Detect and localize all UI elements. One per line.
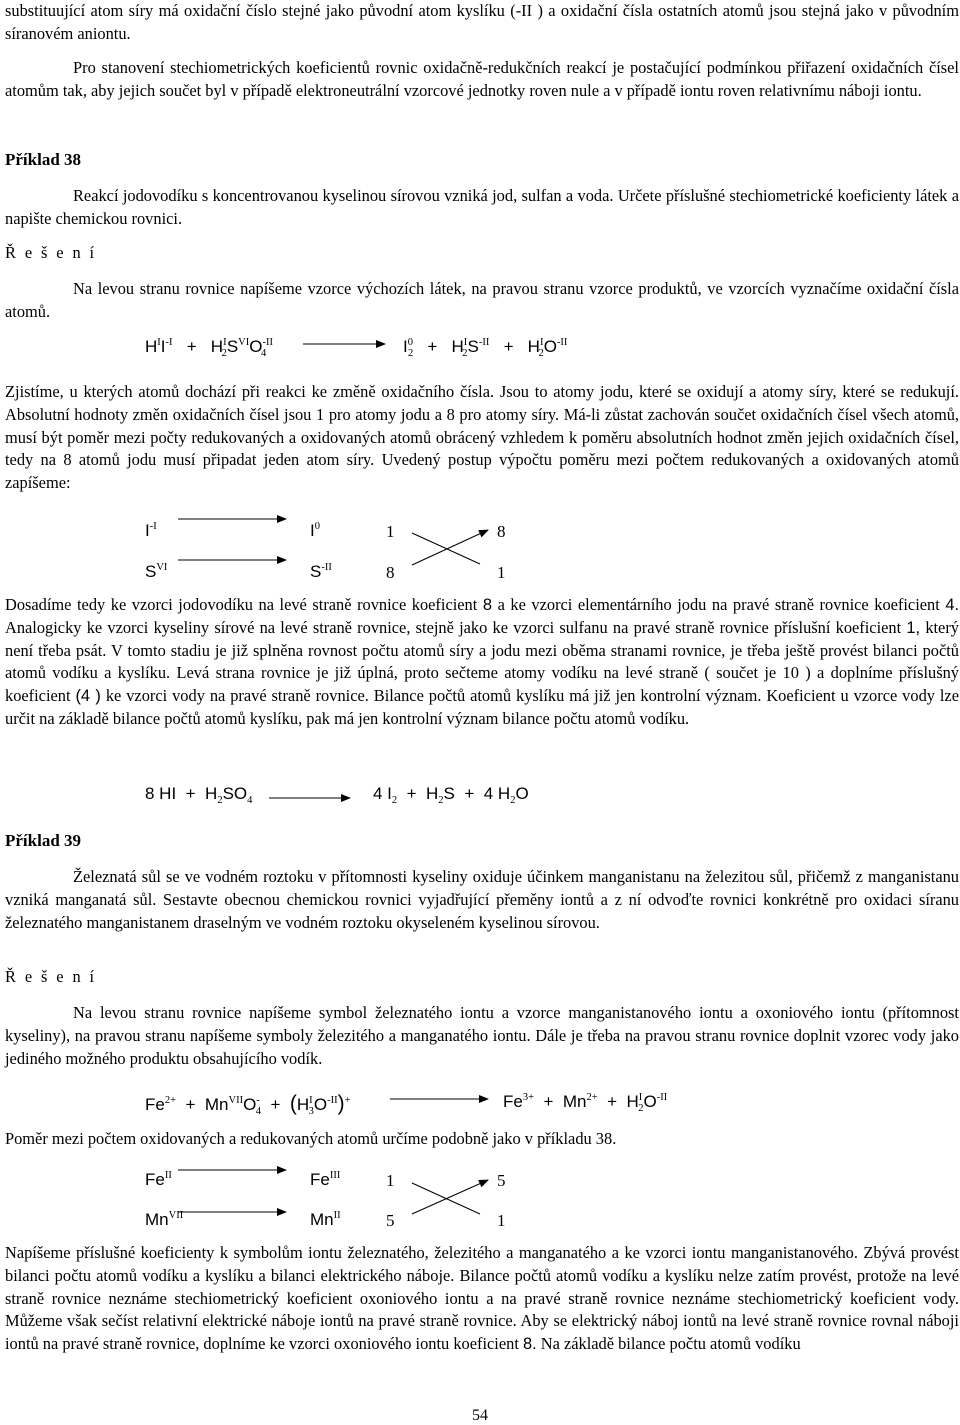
scheme-1-sulfur-to: $S^{-II}$ [310, 562, 332, 581]
scheme-2-value: 5 [386, 1211, 395, 1230]
cross-arrow-icon [412, 1180, 488, 1214]
page-number: 54 [472, 1407, 488, 1424]
scheme-2-value: 1 [386, 1171, 395, 1190]
scheme-1-value: 8 [386, 563, 395, 582]
scheme-1-value: 1 [497, 563, 506, 582]
scheme-2-iron-from: $Fe^{II}$ [145, 1170, 172, 1189]
formula-h2so4: $H^I_2S^{VI}O^{-II}_4$ [210, 337, 273, 359]
example-39-heading: Příklad 39 [5, 831, 82, 850]
scheme-1-sulfur-from: $S^{VI}$ [145, 562, 168, 581]
scheme-2-value: 1 [497, 1211, 506, 1230]
equation-1-right: $I^0_2$ + $H^I_2S^{-II}$ + $H^I_2O^{-II}$ [403, 337, 568, 359]
example-38-conclusion: Dosadíme tedy ke vzorci jodovodíku na levé straně rovnice koeficient 8 a ke vzorci elementárního jodu na pravé straně rovnice koeficient 4. Analogicky ke vzorci kyseliny sírové na levé straně rovnice, stejně jako ke vzorci sulfanu na pravé straně rovnice příslušní koeficient 1, který není třeba psát. V tomto stadiu je již splněna rovnost počtu atomů síry a jodu mezi oběma stranami rovnice, je třeba ještě provést bilanci počtů atomů vodíku a kyslíku. Levá strana rovnice je již úplná, proto sečteme atomy vodíku na levé straně ( součet je 10 ) a doplníme příslušný koeficient (4 ) ke vzorci vody na pravé straně rovnice. Bilance počtů atomů kyslíku má již jen kontrolní význam. Koeficient u vzorce vody lze určit na základě bilance počtů atomů kyslíku, pak má jen kontrolní význam bilance počtu atomů vodíku. [5, 595, 960, 728]
equation-2-right: 4 $I_2 + H_2S + 4$ $H_2O$ [373, 784, 529, 806]
equation-1-left: $H^II^{-I}$ + $H^I_2S^{VI}O^{-II}_4$ [145, 337, 273, 359]
scheme-1-value: 1 [386, 522, 395, 541]
equation-3-left: $Fe^{2+} + Mn^{VII}O^-_4 + (H^I_3O^{-II})^+$ [145, 1092, 351, 1117]
paragraph-intro: substituující atom síry má oxidační číslo stejné jako původní atom kyslíku (-II ) a oxidační čísla ostatních atomů jsou stejná jako v původním síranovém aniontu. [5, 1, 959, 43]
example-39-task: Železnatá sůl se ve vodném roztoku v přítomnosti kyseliny oxiduje účinkem manganistanu na železitou sůl, přičemž z manganistanu vzniká manganatá sůl. Sestavte obecnou chemickou rovnici vyjadřující přeměny iontů a z ní odvoďte rovnici konkrétně pro oxidaci síranu železnatého manganistanem draselným ve vodném roztoku okyseleném kyselinou sírovou. [5, 867, 959, 932]
scheme-2-iron-to: $Fe^{III}$ [310, 1170, 341, 1189]
paragraph-rule: Pro stanovení stechiometrických koeficientů rovnic oxidačně-redukčních reakcí je postačující podmínkou přiřazení oxidačních čísel atomům tak, aby jejich součet byl v případě elektroneutrální vzorcové jednotky roven nule a v případě iontu roven relativnímu náboji iontu. [5, 58, 959, 100]
solution-label-38: Ř e š e n í [5, 243, 97, 262]
formula-h2o: $H^I_2O^{-II}$ [527, 337, 568, 359]
cross-line-icon [412, 533, 480, 564]
scheme-1-value: 8 [497, 522, 506, 541]
example-39-tail: Napíšeme příslušné koeficienty k symbolům iontu železnatého, železitého a manganatého a ke vzorci iontu manganistanového. Zbývá provést bilanci počtu atomů vodíku a kyslíku a bilanci elektrického náboje. Bilance počtů atomů vodíku a kyslíku nelze zatím provést, protože na levé straně rovnice neznáme stechiometrický koeficient oxoniového iontu a na pravé straně rovnice neznáme stechiometrický koeficient vody. Můžeme však sečíst relativní elektrické náboje iontů na pravé straně rovnice. Aby se elektrický náboj iontů na levé straně rovnice rovnal náboji iontů na pravé straně rovnice, doplníme ke vzorci oxoniového iontu koeficient 8. Na základě bilance počtu atomů vodíku [5, 1243, 959, 1354]
example-38-heading: Příklad 38 [5, 150, 82, 169]
example-38-intro: Na levou stranu rovnice napíšeme vzorce výchozích látek, na pravou stranu vzorce produktů, ve vzorcích vyznačíme oxidační čísla atomů. [5, 279, 959, 321]
formula-i2: $I^0_2$ [403, 337, 414, 359]
example-38-analysis: Zjistíme, u kterých atomů dochází při reakci ke změně oxidačního čísla. Jsou to atomy jodu, které se oxidují a atomy síry, které se redukují. Absolutní hodnoty změn oxidačních čísel jsou 1 pro atomy jodu a 8 pro atomy síry. Má-li zůstat zachován součet oxidačních čísel všech atomů, musí být poměr mezi počty redukovaných a oxidovaných atomů obrácený vzhledem k poměru absolutních hodnot změn jejich oxidačních čísel, tedy na 8 atomů jodu musí připadat jeden atom síry. Uvedený postup výpočtu poměru mezi počtem redukovaných a oxidovaných atomů zapíšeme: [5, 382, 959, 493]
scheme-1-iodine-to: $I^0$ [310, 521, 320, 540]
scheme-1-iodine-from: $I^{-I}$ [145, 521, 157, 540]
equation-2-left: 8 HI + $H_2SO_4$ [145, 784, 253, 806]
solution-label-39: Ř e š e n í [5, 967, 97, 986]
equation-3-right: $Fe^{3+} + Mn^{2+} + H^I_2O^{-II}$ [503, 1092, 668, 1114]
scheme-2-manganese-to: $Mn^{II}$ [310, 1210, 341, 1229]
formula-h2s: $H^I_2S^{-II}$ [451, 337, 490, 359]
scheme-2-value: 5 [497, 1171, 506, 1190]
scheme-2-manganese-from: $Mn^{VII}$ [145, 1210, 184, 1229]
example-39-intro: Na levou stranu rovnice napíšeme symbol železnatého iontu a vzorce manganistanového iontu a oxoniového iontu (přítomnost kyseliny), na pravou stranu napíšeme symboly železitého a manganatého iontu. Dále je třeba na pravou stranu rovnice doplnit vzorec vody jako jediného možného produktu obsahujícího vodík. [5, 1003, 959, 1068]
example-39-ratio: Poměr mezi počtem oxidovaných a redukovaných atomů určíme podobně jako v příkladu 38. [5, 1129, 617, 1148]
example-38-task: Reakcí jodovodíku s koncentrovanou kyselinou sírovou vzniká jod, sulfan a voda. Určete příslušné stechiometrické koeficienty látek a napište chemickou rovnici. [5, 186, 959, 228]
cross-arrow-icon [412, 530, 488, 565]
formula-hi: $H^II^{-I}$ [145, 337, 173, 356]
